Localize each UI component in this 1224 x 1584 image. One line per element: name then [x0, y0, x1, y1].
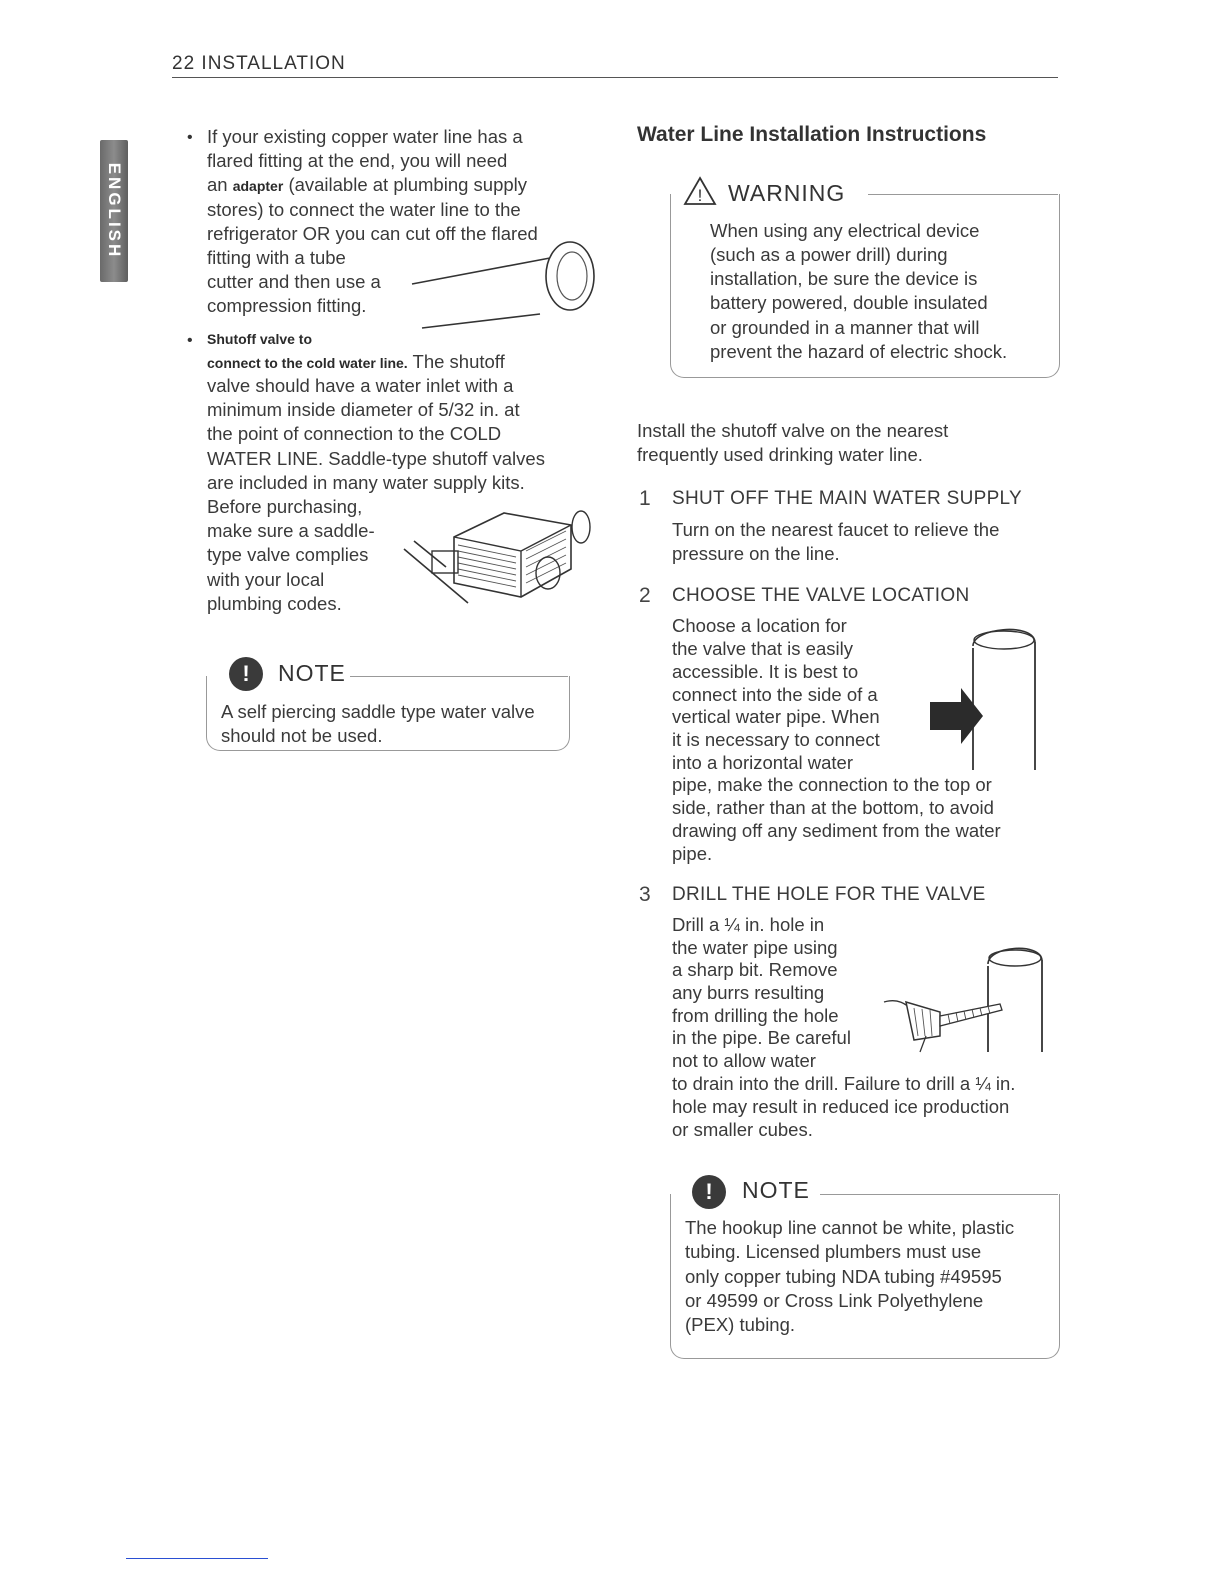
bullet1-line: flared fitting at the end, you will need	[207, 150, 508, 171]
note-text-line: tubing. Licensed plumbers must use	[685, 1241, 982, 1262]
warning-text-line: When using any electrical device	[710, 220, 980, 241]
step-title: CHOOSE THE VALVE LOCATION	[672, 585, 970, 606]
warning-heading: WARNING	[724, 180, 849, 207]
bullet2-line: type valve complies	[207, 544, 369, 565]
step-text-line: pipe, make the connection to the top or	[672, 774, 992, 795]
step-text-line: connect into the side of a	[672, 684, 878, 705]
adapter-term: adapter	[232, 178, 284, 194]
step-text-line: accessible. It is best to	[672, 661, 859, 682]
drill-pipe-illustration	[878, 940, 1048, 1060]
warning-text-line: prevent the hazard of electric shock.	[710, 341, 1008, 362]
step-text-line: not to allow water	[672, 1050, 816, 1071]
step-text-line: from drilling the hole	[672, 1005, 839, 1026]
bullet1-line: refrigerator OR you can cut off the flared	[207, 223, 538, 244]
note-heading: NOTE	[738, 1177, 814, 1204]
step-text-line: or smaller cubes.	[672, 1119, 813, 1140]
warning-text-line: or grounded in a manner that will	[710, 317, 980, 338]
note-text-line: The hookup line cannot be white, plastic	[685, 1217, 1015, 1238]
note-icon: !	[692, 1175, 726, 1209]
step-number: 3	[639, 883, 651, 906]
step-text-line: into a horizontal water	[672, 752, 853, 773]
step-text-line: pipe.	[672, 843, 713, 864]
bullet1-line: stores) to connect the water line to the	[207, 199, 521, 220]
bullet1-line: compression fitting.	[207, 295, 367, 316]
shutoff-valve-heading: Shutoff valve to	[207, 331, 313, 347]
step-text-line: any burrs resulting	[672, 982, 825, 1003]
warning-text-line: (such as a power drill) during	[710, 244, 948, 265]
bullet-icon: •	[187, 129, 193, 146]
bullet2-line: valve should have a water inlet with a	[207, 375, 514, 396]
bullet1-line: fitting with a tube	[207, 247, 346, 268]
language-tab[interactable]	[100, 140, 128, 282]
bullet2-line	[207, 350, 505, 375]
step-text-line: it is necessary to connect	[672, 729, 880, 750]
bullet1-line	[207, 173, 527, 198]
note-text-line: A self piercing saddle type water valve	[221, 701, 535, 722]
step-text-line: Drill a ¼ in. hole in	[672, 914, 825, 935]
step-title: SHUT OFF THE MAIN WATER SUPPLY	[672, 488, 1022, 509]
bullet1-line-rest: (available at plumbing supply	[288, 174, 528, 195]
cold-water-line-heading: connect to the cold water line.	[207, 355, 408, 371]
warning-triangle-icon	[683, 176, 717, 206]
bullet2-line: the point of connection to the COLD	[207, 423, 502, 444]
note-text-line: only copper tubing NDA tubing #49595	[685, 1266, 1002, 1287]
saddle-valve-illustration	[396, 505, 596, 615]
bullet1-an: an	[207, 174, 228, 195]
bullet1-line: If your existing copper water line has a	[207, 126, 523, 147]
header-divider	[172, 77, 1058, 78]
bullet2-line: make sure a saddle-	[207, 520, 375, 541]
step-text-line: pressure on the line.	[672, 543, 840, 564]
step-text-line: to drain into the drill. Failure to drill a ¼ in.	[672, 1073, 1016, 1094]
intro-line: Install the shutoff valve on the nearest	[637, 420, 949, 441]
note-text-line: should not be used.	[221, 725, 383, 746]
step-text-line: a sharp bit. Remove	[672, 959, 838, 980]
intro-line: frequently used drinking water line.	[637, 444, 923, 465]
step-text-line: Turn on the nearest faucet to relieve the	[672, 519, 1000, 540]
step-text-line: hole may result in reduced ice production	[672, 1096, 1010, 1117]
note-heading: NOTE	[274, 660, 350, 687]
svg-text:!: !	[697, 186, 703, 205]
step-text-line: the water pipe using	[672, 937, 838, 958]
bullet2-tail: The shutoff	[412, 351, 505, 372]
bullet2-line: WATER LINE. Saddle-type shutoff valves	[207, 448, 545, 469]
bullet2-line: are included in many water supply kits.	[207, 472, 525, 493]
bullet-icon: •	[187, 332, 193, 349]
step-number: 1	[639, 487, 651, 510]
step-text-line: side, rather than at the bottom, to avoid	[672, 797, 994, 818]
bullet2-line: with your local	[207, 569, 325, 590]
step-text-line: drawing off any sediment from the water	[672, 820, 1001, 841]
note-text-line: or 49599 or Cross Link Polyethylene	[685, 1290, 984, 1311]
footer-divider	[126, 1558, 268, 1559]
bullet2-line: Before purchasing,	[207, 496, 363, 517]
step-text-line: in the pipe. Be careful	[672, 1027, 851, 1048]
bullet2-line: minimum inside diameter of 5/32 in. at	[207, 399, 520, 420]
language-tab-label: ENGLISH	[105, 162, 124, 260]
flared-fitting-illustration	[400, 236, 600, 336]
step-title: DRILL THE HOLE FOR THE VALVE	[672, 884, 986, 905]
warning-text-line: battery powered, double insulated	[710, 292, 988, 313]
note-icon: !	[229, 657, 263, 691]
step-text-line: Choose a location for	[672, 615, 847, 636]
section-heading: Water Line Installation Instructions	[637, 123, 987, 146]
vertical-pipe-illustration	[925, 620, 1045, 772]
bullet1-line: cutter and then use a	[207, 271, 381, 292]
bullet2-line: plumbing codes.	[207, 593, 342, 614]
step-number: 2	[639, 584, 651, 607]
page-header: 22 INSTALLATION	[172, 53, 346, 74]
warning-text-line: installation, be sure the device is	[710, 268, 978, 289]
note-text-line: (PEX) tubing.	[685, 1314, 796, 1335]
step-text-line: vertical water pipe. When	[672, 706, 880, 727]
step-text-line: the valve that is easily	[672, 638, 853, 659]
